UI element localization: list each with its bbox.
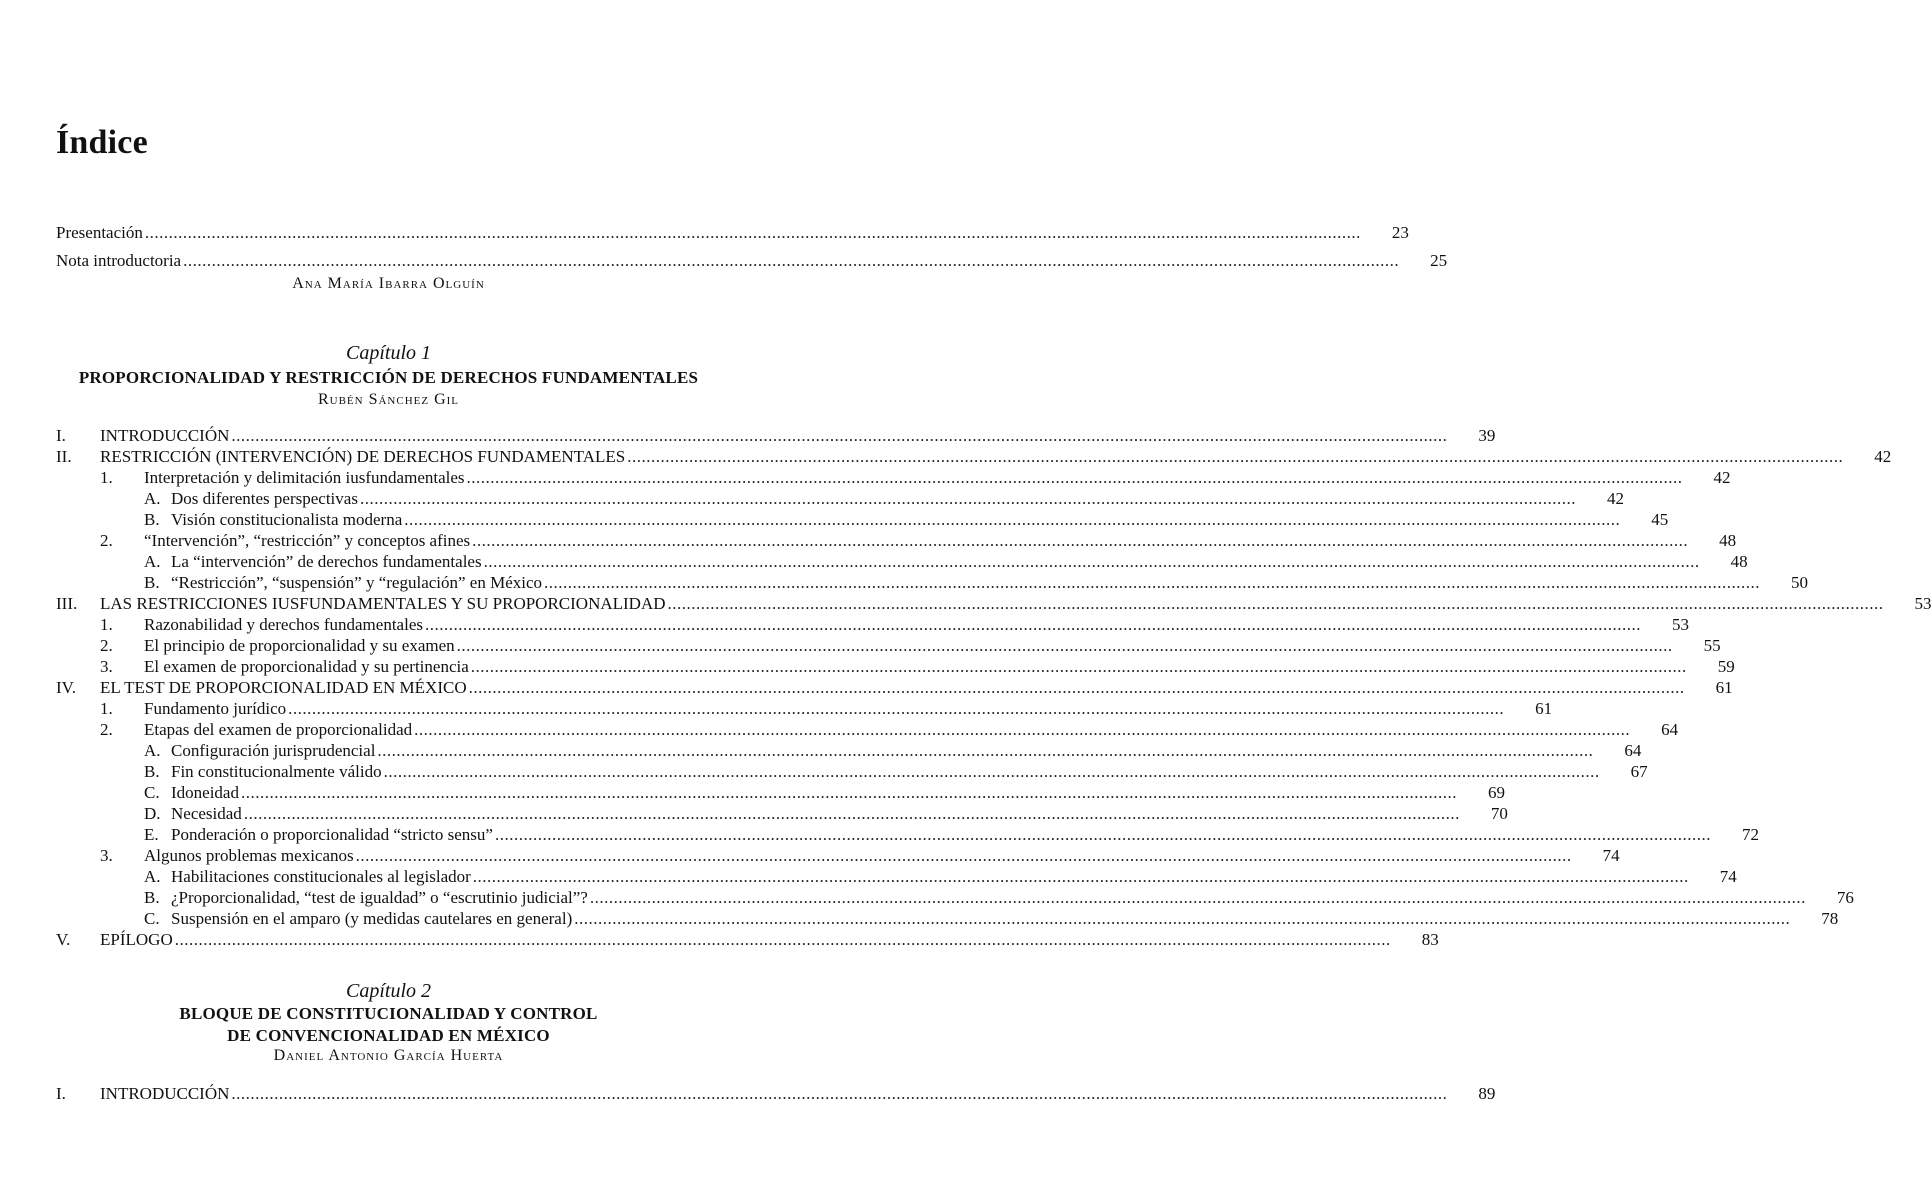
leader-dots xyxy=(384,761,1600,783)
toc-entry-label: Interpretación y delimitación iusfundamentales xyxy=(144,468,465,487)
leader-dots xyxy=(183,250,1399,272)
toc-entry[interactable] xyxy=(56,782,1505,804)
toc-page-number: 74 xyxy=(1602,846,1620,865)
toc-entry-nota-introductoria[interactable] xyxy=(56,250,1448,272)
toc-entry[interactable] xyxy=(56,698,1553,720)
front-author: Ana María Ibarra Olguín xyxy=(292,275,485,292)
toc-entry-label: La “intervención” de derechos fundamentales xyxy=(171,552,482,571)
section-number: A. xyxy=(144,867,161,886)
leader-dots xyxy=(627,446,1843,468)
toc-page-number: 61 xyxy=(1535,699,1553,718)
toc-page-number: 64 xyxy=(1661,720,1679,739)
toc-page-number: 55 xyxy=(1703,636,1721,655)
chapter-1-title: PROPORCIONALIDAD Y RESTRICCIÓN DE DERECHOS FUNDAMENTALES xyxy=(78,368,699,387)
leader-dots xyxy=(495,824,1711,846)
toc-entry-label: Configuración jurisprudencial xyxy=(171,741,376,760)
toc-entry-label: El examen de proporcionalidad y su pertinencia xyxy=(144,657,469,676)
chapter-2-title-line-1: BLOQUE DE CONSTITUCIONALIDAD Y CONTROL xyxy=(179,1004,598,1023)
toc-entry[interactable] xyxy=(56,551,1748,573)
toc-page-number: 23 xyxy=(1391,223,1409,242)
toc-page-number: 64 xyxy=(1624,741,1642,760)
leader-dots xyxy=(590,887,1806,909)
toc-entry-label: LAS RESTRICCIONES IUSFUNDAMENTALES Y SU PROPORCIONALIDAD xyxy=(100,594,666,613)
section-number: V. xyxy=(56,930,71,949)
toc-page-number: 72 xyxy=(1741,825,1759,844)
section-number: A. xyxy=(144,552,161,571)
leader-dots xyxy=(467,467,1683,489)
section-number: B. xyxy=(144,888,160,907)
toc-entry[interactable] xyxy=(56,446,1892,468)
toc-entry-label: Algunos problemas mexicanos xyxy=(144,846,354,865)
leader-dots xyxy=(472,530,1688,552)
section-number: 1. xyxy=(100,615,113,634)
toc-page-number: 48 xyxy=(1719,531,1737,550)
toc-page-number: 42 xyxy=(1874,447,1892,466)
toc-entry-label: INTRODUCCIÓN xyxy=(100,1084,230,1103)
toc-entry[interactable] xyxy=(56,866,1737,888)
leader-dots xyxy=(377,740,1593,762)
leader-dots xyxy=(469,677,1685,699)
leader-dots xyxy=(544,572,1760,594)
toc-entry[interactable] xyxy=(56,488,1624,510)
toc-page-number: 70 xyxy=(1490,804,1508,823)
toc-entry-label: El principio de proporcionalidad y su examen xyxy=(144,636,455,655)
toc-page-number: 61 xyxy=(1715,678,1733,697)
toc-entry-label: Fundamento jurídico xyxy=(144,699,287,718)
toc-entry[interactable] xyxy=(56,467,1731,489)
toc-entry-label: Idoneidad xyxy=(171,783,239,802)
toc-entry-label: Dos diferentes perspectivas xyxy=(171,489,358,508)
leader-dots xyxy=(425,614,1641,636)
toc-page-number: 74 xyxy=(1719,867,1737,886)
leader-dots xyxy=(231,1083,1447,1105)
toc-entry-label: Habilitaciones constitucionales al legislador xyxy=(171,867,471,886)
toc-entry[interactable] xyxy=(56,593,1932,615)
toc-entry-label: Visión constitucionalista moderna xyxy=(171,510,403,529)
section-number: D. xyxy=(144,804,161,823)
toc-entry[interactable] xyxy=(56,719,1679,741)
toc-entry-label: Nota introductoria xyxy=(56,251,182,270)
toc-page-number: 76 xyxy=(1836,888,1854,907)
toc-page-number: 42 xyxy=(1713,468,1731,487)
leader-dots xyxy=(231,425,1447,447)
section-number: A. xyxy=(144,741,161,760)
section-number: I. xyxy=(56,426,66,445)
section-number: III. xyxy=(56,594,78,613)
toc-entry-label: RESTRICCIÓN (INTERVENCIÓN) DE DERECHOS FUNDAMENTALES xyxy=(100,447,626,466)
section-number: 2. xyxy=(100,720,113,739)
toc-page-number: 53 xyxy=(1671,615,1689,634)
toc-entry[interactable] xyxy=(56,614,1689,636)
toc-entry[interactable] xyxy=(56,530,1737,552)
chapter-2-title-line-2: DE CONVENCIONALIDAD EN MÉXICO xyxy=(227,1026,550,1045)
toc-entry-presentacion[interactable] xyxy=(56,222,1409,244)
chapter-1-author: Rubén Sánchez Gil xyxy=(317,391,460,408)
toc-page-number: 42 xyxy=(1606,489,1624,508)
toc-entry[interactable] xyxy=(56,677,1733,699)
section-number: 3. xyxy=(100,657,113,676)
section-number: 2. xyxy=(100,636,113,655)
section-number: E. xyxy=(144,825,159,844)
toc-page-number: 83 xyxy=(1421,930,1439,949)
toc-entry[interactable] xyxy=(56,845,1620,867)
toc-entry[interactable] xyxy=(56,929,1439,951)
toc-entry-label: “Restricción”, “suspensión” y “regulación” en México xyxy=(171,573,543,592)
section-number: B. xyxy=(144,510,160,529)
section-number: 3. xyxy=(100,846,113,865)
chapter-2-label: Capítulo 2 xyxy=(345,980,431,1002)
leader-dots xyxy=(360,488,1576,510)
leader-dots xyxy=(484,551,1700,573)
toc-entry[interactable] xyxy=(56,509,1669,531)
leader-dots xyxy=(241,782,1457,804)
section-number: IV. xyxy=(56,678,76,697)
toc-page-number: 45 xyxy=(1651,510,1669,529)
leader-dots xyxy=(404,509,1620,531)
toc-page-number: 89 xyxy=(1478,1084,1496,1103)
leader-dots xyxy=(175,929,1391,951)
section-number: C. xyxy=(144,909,160,928)
toc-entry[interactable] xyxy=(56,908,1839,930)
leader-dots xyxy=(473,866,1689,888)
toc-entry[interactable] xyxy=(56,572,1809,594)
toc-entry-label: EPÍLOGO xyxy=(100,930,173,949)
toc-entry-label: Fin constitucionalmente válido xyxy=(171,762,382,781)
leader-dots xyxy=(145,222,1361,244)
toc-entry[interactable] xyxy=(56,635,1721,657)
toc-entry[interactable] xyxy=(56,740,1642,762)
page-title: Índice xyxy=(56,124,148,161)
toc-entry[interactable] xyxy=(56,1083,1496,1105)
section-number: A. xyxy=(144,489,161,508)
section-number: 1. xyxy=(100,699,113,718)
chapter-1-label: Capítulo 1 xyxy=(345,342,431,364)
leader-dots xyxy=(471,656,1687,678)
toc-page-number: 69 xyxy=(1487,783,1505,802)
leader-dots xyxy=(457,635,1673,657)
toc-page-number: 67 xyxy=(1630,762,1648,781)
section-number: B. xyxy=(144,762,160,781)
toc-entry-label: ¿Proporcionalidad, “test de igualdad” o “escrutinio judicial”? xyxy=(171,888,588,907)
toc-entry[interactable] xyxy=(56,824,1759,846)
chapter-2-author: Daniel Antonio García Huerta xyxy=(273,1047,504,1064)
toc-entry-label: Necesidad xyxy=(171,804,242,823)
toc-page-number: 78 xyxy=(1821,909,1839,928)
section-number: 2. xyxy=(100,531,113,550)
toc-page-number: 59 xyxy=(1717,657,1735,676)
leader-dots xyxy=(356,845,1572,867)
toc-entry[interactable] xyxy=(56,425,1496,447)
toc-page-number: 25 xyxy=(1430,251,1448,270)
toc-entry[interactable] xyxy=(56,656,1735,678)
leader-dots xyxy=(668,593,1884,615)
toc-page-number: 48 xyxy=(1730,552,1748,571)
toc-entry-label: “Intervención”, “restricción” y conceptos afines xyxy=(144,531,471,550)
toc-page-number: 39 xyxy=(1478,426,1496,445)
toc-entry[interactable] xyxy=(56,803,1508,825)
toc-entry[interactable] xyxy=(56,887,1854,909)
toc-page-number: 53 xyxy=(1914,594,1932,613)
leader-dots xyxy=(288,698,1504,720)
toc-entry[interactable] xyxy=(56,761,1648,783)
toc-entry-label: Presentación xyxy=(56,223,143,242)
leader-dots xyxy=(574,908,1790,930)
section-number: I. xyxy=(56,1084,66,1103)
leader-dots xyxy=(414,719,1630,741)
toc-entry-label: Razonabilidad y derechos fundamentales xyxy=(144,615,423,634)
toc-entry-label: Suspensión en el amparo (y medidas cautelares en general) xyxy=(171,909,573,928)
toc-page-number: 50 xyxy=(1791,573,1809,592)
section-number: C. xyxy=(144,783,160,802)
section-number: 1. xyxy=(100,468,113,487)
section-number: II. xyxy=(56,447,72,466)
toc-entry-label: INTRODUCCIÓN xyxy=(100,426,230,445)
toc-entry-label: Etapas del examen de proporcionalidad xyxy=(144,720,413,739)
toc-entry-label: Ponderación o proporcionalidad “stricto sensu” xyxy=(171,825,493,844)
section-number: B. xyxy=(144,573,160,592)
leader-dots xyxy=(244,803,1460,825)
toc-entry-label: EL TEST DE PROPORCIONALIDAD EN MÉXICO xyxy=(100,678,467,697)
